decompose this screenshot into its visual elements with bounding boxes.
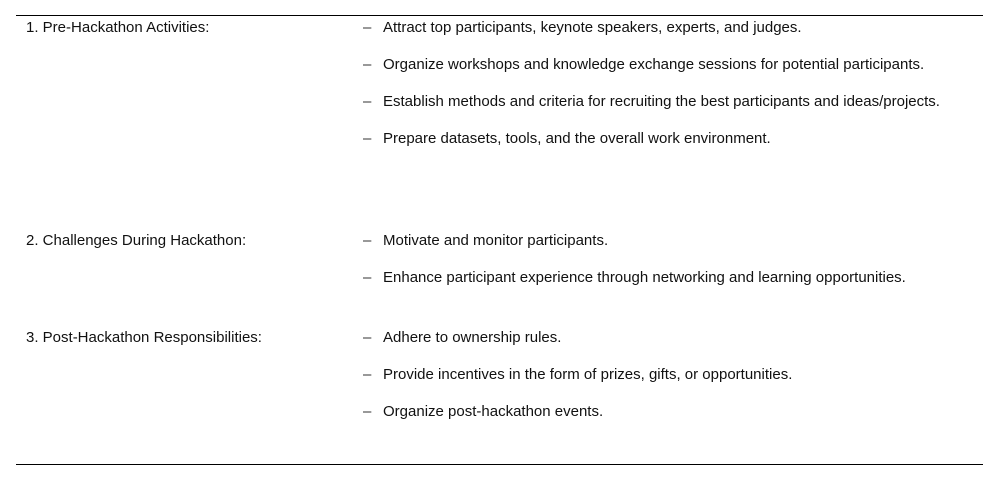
list-item (363, 54, 963, 75)
list-item-text: Prepare datasets, tools, and the overall work environment. (383, 130, 771, 147)
list-item (363, 128, 963, 149)
list-item (363, 17, 963, 38)
table-top-rule (16, 15, 983, 16)
list-item (363, 230, 963, 251)
dash-bullet-icon: – (363, 19, 372, 36)
list-item-text: Motivate and monitor participants. (383, 232, 609, 249)
list-item (363, 364, 963, 385)
list-item-text: Organize post-hackathon events. (383, 403, 604, 420)
list-item (363, 327, 963, 348)
dash-bullet-icon: – (363, 366, 372, 383)
section-items (363, 327, 963, 438)
dash-bullet-icon: – (363, 93, 372, 110)
list-item (363, 91, 963, 112)
dash-bullet-icon: – (363, 269, 372, 286)
list-item (363, 401, 963, 422)
list-item-text: Adhere to ownership rules. (383, 329, 562, 346)
list-item-text: Enhance participant experience through networking and learning opportunities. (383, 269, 906, 286)
dash-bullet-icon: – (363, 232, 372, 249)
list-item (363, 267, 963, 288)
table-bottom-rule (16, 464, 983, 465)
section-title: 1. Pre-Hackathon Activities: (26, 19, 210, 36)
dash-bullet-icon: – (363, 130, 372, 147)
dash-bullet-icon: – (363, 403, 372, 420)
dash-bullet-icon: – (363, 329, 372, 346)
section-title: 3. Post-Hackathon Responsibilities: (26, 329, 262, 346)
section-items (363, 17, 963, 165)
section-title: 2. Challenges During Hackathon: (26, 232, 247, 249)
list-item-text: Establish methods and criteria for recruiting the best participants and ideas/projects. (383, 93, 940, 110)
list-item-text: Organize workshops and knowledge exchange sessions for potential participants. (383, 56, 925, 73)
dash-bullet-icon: – (363, 56, 372, 73)
list-item-text: Attract top participants, keynote speakers, experts, and judges. (383, 19, 802, 36)
section-items (363, 230, 963, 304)
list-item-text: Provide incentives in the form of prizes, gifts, or opportunities. (383, 366, 793, 383)
